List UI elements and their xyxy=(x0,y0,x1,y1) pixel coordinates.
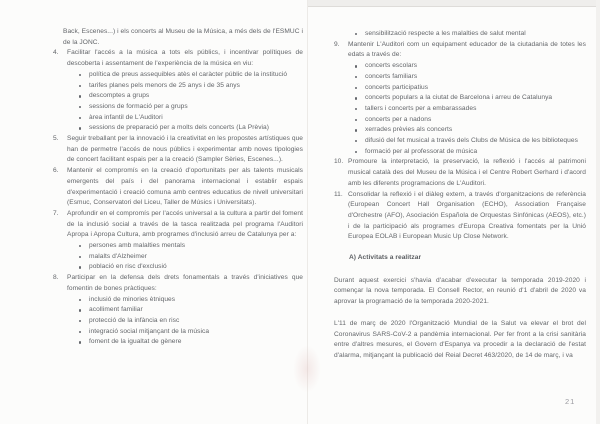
bullet-text: sensibilització respecte a les malalties de salut mental xyxy=(365,30,526,37)
bullet-icon xyxy=(79,320,81,322)
bullet-item xyxy=(53,337,303,348)
bullet-icon xyxy=(79,95,81,97)
bullet-icon xyxy=(79,341,81,343)
section-heading: A) Activitats a realitzar xyxy=(349,254,422,262)
list-item-text: Facilitar l'accés a la música a tots els públics, i incentivar polítiques de descoberta i assentament de l'experiència de la música en viu: xyxy=(67,49,303,68)
bullet-text: inclusió de minories ètniques xyxy=(89,295,176,303)
bullet-icon xyxy=(355,33,357,35)
bullet-icon xyxy=(79,245,81,247)
list-number: 7. xyxy=(53,209,59,217)
bullet-icon xyxy=(355,97,357,99)
list-number: 10. xyxy=(334,158,344,166)
bullet-item xyxy=(334,61,586,72)
list-item-text: Aprofundir en el compromís per l'accés universal a la cultura a partir del foment de la inclusió social a través de la tasca realitzada pel programa l'Auditori Apropa i Apropa Cultura, amb programes d'inclusió arreu de Catalunya per a: xyxy=(67,209,303,239)
bullet-text: protecció de la infància en risc xyxy=(89,316,180,324)
bullet-icon xyxy=(79,85,81,87)
scan-edge-top xyxy=(308,0,600,7)
bullet-item xyxy=(53,123,303,134)
bullet-text: política de preus assequibles atès el caràcter públic de la institució xyxy=(89,70,288,78)
bullet-icon xyxy=(355,129,357,131)
bullet-text: integració social mitjançant de la música xyxy=(89,327,210,335)
list-item-7 xyxy=(53,209,303,241)
bullet-icon xyxy=(355,65,357,67)
bullet-icon xyxy=(79,266,81,268)
bullet-text: concerts populars a la ciutat de Barcelona i arreu de Catalunya xyxy=(365,94,553,102)
bullet-text: concerts participatius xyxy=(365,83,429,91)
list-item-text: Participar en la defensa dels drets fonamentals a través d'iniciatives que fomentin de bones pràctiques: xyxy=(67,274,303,292)
list-item-text: Seguir treballant per la innovació i la creativitat en les propostes artístiques que han de permetre l'accés de nous públics i experimentar amb noves tipologies de concert facilitant espais per a la creació (Sampler Sèries, Escenes...). xyxy=(67,135,303,164)
bullet-item xyxy=(53,241,303,252)
bullet-item xyxy=(53,316,303,327)
bullet-text: foment de la igualtat de gènere xyxy=(89,338,182,346)
bullet-text: difusió del fet musical a través dels Clubs de Música de les biblioteques xyxy=(365,137,578,145)
bullet-item xyxy=(334,125,586,136)
bullet-text: concerts escolars xyxy=(365,62,418,70)
list-number: 6. xyxy=(53,167,59,175)
bullet-item xyxy=(334,72,586,83)
list-item-text: Mantenir L'Auditori com un equipament educador de la ciutadania de totes les edats a través de: xyxy=(348,40,586,59)
bullet-text: àrea infantil de L'Auditori xyxy=(89,113,163,121)
bullet-item xyxy=(53,102,303,113)
list-number: 4. xyxy=(53,49,59,57)
bullet-icon xyxy=(79,331,81,333)
bullet-icon xyxy=(79,299,81,301)
body-paragraph: L'11 de març de 2020 l'Organització Mundial de la Salut va elevar el brot del Coronavirus SARS-CoV-2 a pandèmia internacional. Per fer front a la crisi sanitària entre d'altres mesures, el Govern d'Espanya va procedir a la declaració de l'estat d'alarma, mitjançant la publicació del Reial Decret 463/2020, de 14 de març, i va xyxy=(334,319,586,359)
bullet-item xyxy=(53,327,303,338)
body-paragraph: Durant aquest exercici s'havia d'acabar d'executar la temporada 2019-2020 i començar la nova temporada. El Consell Rector, en reunió d'1 d'abril de 2020 va aprovar la programació de la temporada 2020-2021. xyxy=(334,276,586,306)
bullet-icon xyxy=(79,127,81,129)
list-number: 11. xyxy=(334,190,343,198)
bullet-icon xyxy=(355,151,357,153)
bullet-item xyxy=(334,147,586,158)
bullet-icon xyxy=(355,87,357,89)
bullet-text: població en risc d'exclusió xyxy=(89,263,167,271)
paragraph-continuation: Back, Escenes...) i els concerts al Museu de la Música, a més dels de l'ESMUC i de la JONC. xyxy=(63,28,303,46)
bullet-item xyxy=(53,91,303,102)
page-number: 21 xyxy=(565,397,576,406)
list-item-9 xyxy=(334,40,586,61)
page-left xyxy=(53,27,303,348)
bullet-icon xyxy=(355,140,357,142)
list-item-text: Promoure la interpretació, la preservació, la reflexió i l'accés al patrimoni musical català des del Museu de la Música i el Centre Robert Gerhard i d'acord amb les diferents programacions de L'Auditori. xyxy=(348,158,586,187)
bullet-text: sessions de preparació per a molts dels concerts (La Prèvia) xyxy=(89,124,270,132)
list-item-5 xyxy=(53,134,303,166)
bullet-item xyxy=(53,81,303,92)
bullet-text: sessions de formació per a grups xyxy=(89,102,188,110)
list-item-text: Mantenir el compromís en la creació d'oportunitats per als talents musicals emergents del país i del panorama internacional i establir espais d'experimentació i creació comuna amb centres educatius de nivell universitari (Esmuc, Conservatori del Liceu, Taller de Músics i Universitats). xyxy=(67,167,303,207)
bullet-icon xyxy=(355,76,357,78)
list-item-8 xyxy=(53,273,303,294)
list-item-6 xyxy=(53,166,303,209)
list-item-10 xyxy=(334,157,586,189)
bullet-item xyxy=(334,29,586,40)
scan-edge-right xyxy=(596,0,600,424)
bullet-text: concerts per a nadons xyxy=(365,115,432,123)
bullet-text: acolliment familiar xyxy=(89,306,143,314)
page-right xyxy=(334,29,586,362)
bullet-text: formació per al professorat de música xyxy=(365,147,478,155)
bullet-item xyxy=(53,252,303,263)
bullet-text: concerts familiars xyxy=(365,72,418,80)
bullet-item xyxy=(53,295,303,306)
bullet-icon xyxy=(79,74,81,76)
list-item-11 xyxy=(334,190,586,244)
bullet-icon xyxy=(79,309,81,311)
bullet-icon xyxy=(355,119,357,121)
bullet-icon xyxy=(355,108,357,110)
bullet-item xyxy=(53,262,303,273)
list-number: 5. xyxy=(53,135,59,143)
bullet-item xyxy=(53,305,303,316)
bullet-text: malalts d'Alzheimer xyxy=(89,252,147,260)
bullet-item xyxy=(334,115,586,126)
bullet-item xyxy=(334,104,586,115)
bullet-item xyxy=(334,136,586,147)
bullet-icon xyxy=(79,106,81,108)
bullet-text: xerrades prèvies als concerts xyxy=(365,126,453,134)
bullet-text: tallers i concerts per a embarassades xyxy=(365,104,477,112)
bullet-item xyxy=(334,93,586,104)
bullet-text: persones amb malalties mentals xyxy=(89,242,186,250)
list-number: 9. xyxy=(334,40,340,48)
bullet-icon xyxy=(79,256,81,258)
scan-smudge-artifact xyxy=(293,345,321,393)
list-item-text: Consolidar la reflexió i el diàleg extern, a través d'organitzacions de referència (European Concert Hall Organisation (ECHO), Association Française d'Orchestre (AFO), Asociación Española de Orquestas Sinfónicas (AEOS), etc.) i de la participació als programes d'Europa Creativa fomentats per la Unió Europea EOLAB i European Music Up Close Network. xyxy=(348,190,586,241)
bullet-item xyxy=(53,70,303,81)
bullet-item xyxy=(334,83,586,94)
bullet-item xyxy=(53,113,303,124)
bullet-text: descomptes a grups xyxy=(89,92,150,100)
list-item-4 xyxy=(53,48,303,69)
bullet-icon xyxy=(79,117,81,119)
bullet-text: tarifes planes pels menors de 25 anys i de 35 anys xyxy=(89,81,240,89)
list-number: 8. xyxy=(53,274,59,282)
